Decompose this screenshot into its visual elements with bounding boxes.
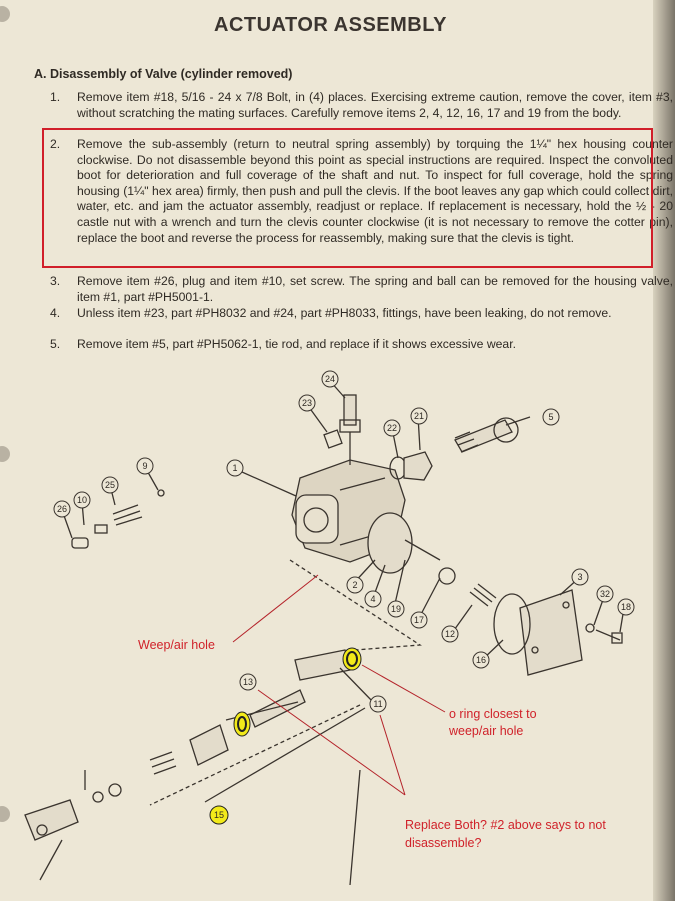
- callout-25: 25: [104, 480, 116, 490]
- callout-9: 9: [142, 461, 148, 471]
- callout-15: 15: [213, 810, 225, 820]
- step-2-highlight-box: [42, 128, 653, 268]
- weep-hole-annotation: Weep/air hole: [138, 638, 215, 652]
- callout-5: 5: [548, 412, 554, 422]
- step-number: 5.: [50, 337, 61, 351]
- callout-17: 17: [413, 615, 425, 625]
- step-number: 3.: [50, 274, 61, 288]
- step-number: 1.: [50, 90, 61, 104]
- callout-19: 19: [390, 604, 402, 614]
- callout-22: 22: [386, 423, 398, 433]
- step-text: Remove the sub-assembly (return to neutral spring assembly) by torquing the 1¼" hex housing counter clockwise. Do not disassemble beyond this point as special instructions are required. Inspect the convoluted boot for deterioration and full coverage of the shaft and nut. To inspect for full coverage, hold the spring housing (1¼" hex area) firmly, then push and pull the clevis. If the boot leaves any gap which could collect dirt, water, etc. and jam the actuator assembly, readjust or replace. If replacement is necessary, hold the ½ - 20 castle nut with a wrench and turn the clevis counter clockwise (it is not necessary to remove the cotter pin), replace the boot and reverse the process for reassembly, making sure that the clevis is tight.: [77, 137, 673, 245]
- callout-12: 12: [444, 629, 456, 639]
- callout-2: 2: [352, 580, 358, 590]
- page-title: ACTUATOR ASSEMBLY: [214, 14, 447, 36]
- replace-question-annotation: Replace Both? #2 above says to not disassemble?: [405, 818, 606, 850]
- step-text: Remove item #18, 5/16 - 24 x 7/8 Bolt, in (4) places. Exercising extreme caution, remove the cover, item #3, without scratching the mating surfaces. Carefully remove items 2, 4, 12, 16, 17 and 19 from the body.: [77, 90, 673, 120]
- oring-annotation: o ring closest to weep/air hole: [449, 707, 537, 738]
- step-text: Remove item #26, plug and item #10, set screw. The spring and ball can be removed for the housing valve, item #1, part #PH5001-1.: [77, 274, 673, 304]
- callout-18: 18: [620, 602, 632, 612]
- step-number: 2.: [50, 137, 61, 151]
- callout-11: 11: [373, 699, 383, 709]
- callout-16: 16: [475, 655, 487, 665]
- callout-13: 13: [242, 677, 254, 687]
- callout-21: 21: [413, 411, 425, 421]
- callout-4: 4: [370, 594, 376, 604]
- callout-32: 32: [599, 589, 611, 599]
- callout-3: 3: [577, 572, 583, 582]
- callout-24: 24: [324, 374, 336, 384]
- step-text: Remove item #5, part #PH5062-1, tie rod, and replace if it shows excessive wear.: [77, 337, 516, 351]
- step-text: Unless item #23, part #PH8032 and #24, part #PH8033, fittings, have been leaking, do not remove.: [77, 306, 612, 320]
- callout-1: 1: [232, 463, 238, 473]
- callout-23: 23: [301, 398, 313, 408]
- binder-hole: [0, 6, 10, 22]
- section-heading: A. Disassembly of Valve (cylinder removed): [34, 67, 293, 81]
- callout-10: 10: [76, 495, 88, 505]
- step-number: 4.: [50, 306, 61, 320]
- callout-26: 26: [56, 504, 68, 514]
